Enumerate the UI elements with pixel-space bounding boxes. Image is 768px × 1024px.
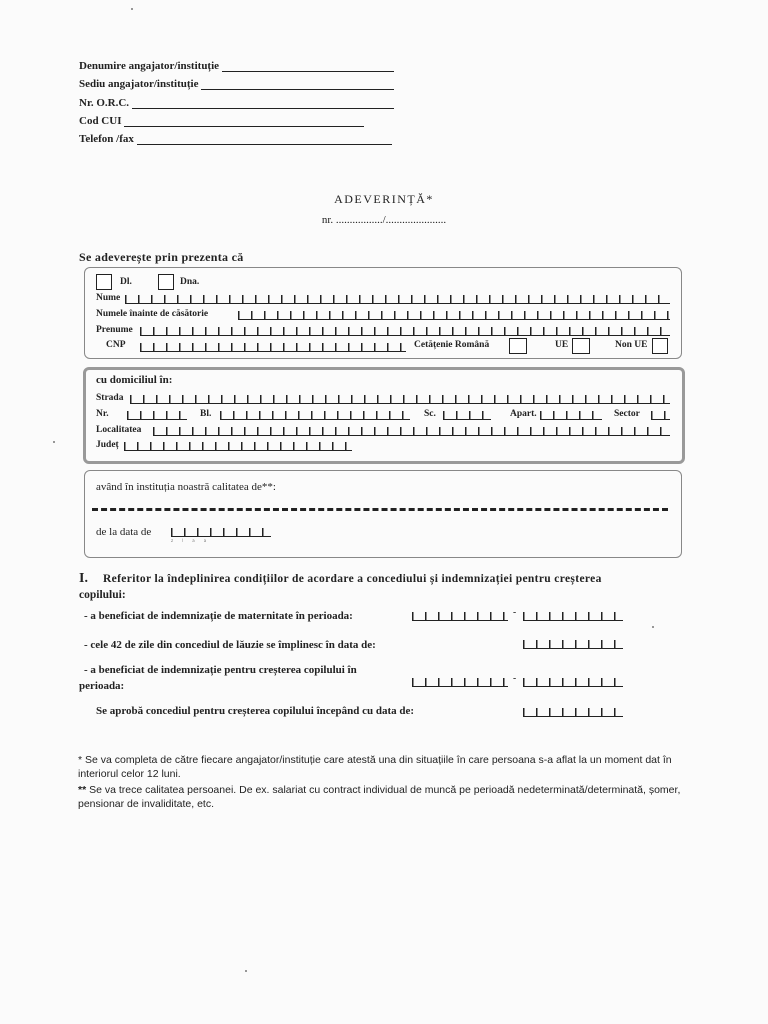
first-name-label: Prenume [96,325,133,335]
county-label: Județ [96,440,119,450]
non-ue-label: Non UE [615,340,648,350]
maiden-name-field[interactable] [238,310,670,320]
ue-checkbox[interactable] [572,338,590,354]
scan-speck [131,8,133,10]
childcare-item-line1: - a beneficiat de indemnizație pentru creșterea copilului în [84,664,357,676]
mr-label: Dl. [120,277,132,287]
footnote-1: * Se va completa de către fiecare angajator/instituție care atestă una din situațiile în care persoana s-a aflat la un moment dat în interiorul celor 12 luni. [78,754,672,780]
bl-field[interactable] [220,410,410,420]
sector-label: Sector [614,409,640,419]
bl-label: Bl. [200,409,212,419]
cnp-field[interactable] [140,342,406,352]
maternity-start-date[interactable] [412,611,508,625]
childcare-end-date[interactable] [523,677,623,691]
date-placeholder: z l a a [171,538,216,543]
name-label: Nume [96,293,121,303]
footnote-2-text: Se va trece calitatea persoanei. De ex. salariat cu contract individual de muncă pe perioadă nedeterminată/determinată, șomer, pensionar de invaliditate, etc. [78,784,681,810]
citizenship-label: Cetățenie Română [414,340,490,350]
sc-label: Sc. [424,409,436,419]
section-title-line2: copilului: [79,589,126,601]
non-ue-checkbox[interactable] [652,338,668,354]
childcare-start-date[interactable] [412,677,508,691]
sc-field[interactable] [443,410,491,420]
scan-speck [652,626,654,628]
ue-label: UE [555,340,569,350]
maiden-name-label: Numele înainte de căsătorie [96,309,209,319]
period-dash-2: - [513,674,517,684]
mrs-checkbox[interactable] [158,274,174,290]
footnote-2 [78,783,698,811]
phone-label: Telefon /fax [79,133,134,145]
scan-speck [245,970,247,972]
phone-field [79,131,392,145]
first-name-field[interactable] [140,326,670,336]
document-number: nr. ................./...................... [321,214,447,226]
since-label: de la data de [96,526,152,538]
orc-field [79,95,394,109]
county-field[interactable] [124,441,352,451]
nr-label: Nr. [96,409,109,419]
section-number: I. [79,571,88,586]
document-title: ADEVERINȚĂ* [334,192,434,206]
street-label: Strada [96,393,124,403]
postnatal-date[interactable] [523,639,623,653]
cnp-label: CNP [106,340,126,350]
orc-label: Nr. O.R.C. [79,97,130,109]
intro-text: Se adeverește prin prezenta că [79,250,244,264]
maternity-end-date[interactable] [523,611,623,625]
role-heading: având în instituția noastră calitatea de**: [96,481,276,493]
cui-field [79,113,364,127]
apart-label: Apart. [510,409,537,419]
period-dash: - [513,608,517,618]
employer-name-line[interactable] [222,61,394,72]
approved-leave-date[interactable] [523,707,623,721]
employer-address-line[interactable] [201,79,394,90]
citizenship-ro-checkbox[interactable] [509,338,527,354]
cui-label: Cod CUI [79,115,122,127]
address-heading: cu domiciliul în: [96,374,173,386]
street-field[interactable] [130,394,670,404]
childcare-item-line2: perioada: [79,680,125,692]
footnote-2-mark: ** [78,784,87,796]
name-field[interactable] [125,294,670,304]
scan-speck [53,441,55,443]
employer-name-field [79,58,394,72]
sector-field[interactable] [651,410,670,420]
section-title-line1: Referitor la îndeplinirea condițiilor de acordare a concediului și indemnizației pentru creșterea [103,573,602,585]
employer-address-label: Sediu angajator/instituție [79,78,199,90]
approved-leave-item: Se aprobă concediul pentru creșterea copilului începând cu data de: [96,705,415,717]
role-input-line[interactable] [92,508,668,511]
mrs-label: Dna. [180,277,200,287]
mr-checkbox[interactable] [96,274,112,290]
postnatal-item: - cele 42 de zile din concediul de lăuzie se împlinesc în data de: [84,639,376,651]
maternity-item: - a beneficiat de indemnizație de maternitate în perioada: [84,610,353,622]
locality-field[interactable] [153,426,670,436]
apart-field[interactable] [540,410,602,420]
orc-line[interactable] [132,98,394,109]
nr-field[interactable] [127,410,187,420]
locality-label: Localitatea [96,425,142,435]
employer-address-field [79,76,394,90]
cui-line[interactable] [124,116,364,127]
since-date-field[interactable] [171,527,271,541]
phone-line[interactable] [137,134,392,145]
employer-name-label: Denumire angajator/instituție [79,60,220,72]
